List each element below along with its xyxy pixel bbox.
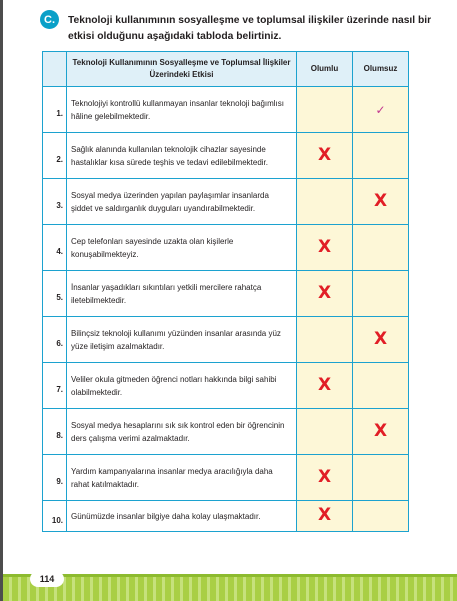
header-negative: Olumsuz — [353, 52, 409, 87]
row-number — [43, 409, 67, 455]
section-instruction: Teknoloji kullanımının sosyalleşme ve toplumsal ilişkiler üzerinde nasıl bir etkisi olduğunu aşağıdaki tabloda belirtiniz. — [68, 15, 432, 42]
row-statement: Sosyal medya hesaplarını sık sık kontrol eden bir öğrencinin ders çalışma verimi azalmaktadır. — [67, 409, 297, 455]
header-positive: Olumlu — [297, 52, 353, 87]
row-number-label: 5. — [56, 293, 63, 302]
answer-negative-cell[interactable] — [353, 179, 409, 225]
row-number-label: 2. — [56, 155, 63, 164]
answer-positive-cell[interactable] — [297, 179, 353, 225]
row-statement: Teknolojiyi kontrollü kullanmayan insanlar teknoloji bağımlısı hâline gelebilmektedir. — [67, 87, 297, 133]
row-number — [43, 317, 67, 363]
answer-positive-cell[interactable] — [297, 409, 353, 455]
row-statement: Veliler okula gitmeden öğrenci notları hakkında bilgi sahibi olabilmektedir. — [67, 363, 297, 409]
x-mark-icon: X — [373, 420, 388, 441]
x-mark-icon: X — [373, 328, 388, 349]
answer-positive-cell[interactable] — [297, 363, 353, 409]
section-badge: C. — [40, 10, 59, 29]
answer-negative-cell[interactable] — [353, 133, 409, 179]
row-number-label: 7. — [56, 385, 63, 394]
row-statement: Günümüzde insanlar bilgiye daha kolay ulaşmaktadır. — [67, 501, 297, 532]
row-statement: Sosyal medya üzerinden yapılan paylaşımlar insanlarda şiddet ve saldırganlık duyguları uyandırabilmektedir. — [67, 179, 297, 225]
answer-negative-cell[interactable] — [353, 363, 409, 409]
answer-positive-cell[interactable] — [297, 133, 353, 179]
row-statement: Bilinçsiz teknoloji kullanımı yüzünden insanlar arasında yüz yüze iletişim azalmaktadır. — [67, 317, 297, 363]
x-mark-icon: X — [317, 505, 332, 525]
table-row — [43, 271, 409, 317]
row-number-label: 10. — [51, 515, 63, 525]
header-number-cell — [43, 52, 67, 87]
answer-negative-cell[interactable] — [353, 501, 409, 532]
row-statement: Yardım kampanyalarına insanlar medya aracılığıyla daha rahat katılmaktadır. — [67, 455, 297, 501]
row-number-label: 8. — [56, 431, 63, 440]
answer-positive-cell[interactable] — [297, 225, 353, 271]
row-number — [43, 87, 67, 133]
answer-negative-cell[interactable] — [353, 455, 409, 501]
x-mark-icon: X — [317, 236, 332, 257]
table-header-row — [43, 52, 409, 87]
x-mark-icon: X — [317, 282, 332, 303]
x-mark-icon: X — [317, 466, 332, 487]
evaluation-table — [42, 51, 408, 532]
answer-positive-cell[interactable] — [297, 271, 353, 317]
row-statement: Sağlık alanında kullanılan teknolojik cihazlar sayesinde hastalıklar kısa sürede teşhis ve tedavi edilebilmektedir. — [67, 133, 297, 179]
answer-negative-cell[interactable] — [353, 87, 409, 133]
page-left-border — [0, 0, 3, 601]
row-number-label: 6. — [56, 339, 63, 348]
answer-negative-cell[interactable] — [353, 271, 409, 317]
table-row — [43, 455, 409, 501]
row-number — [43, 455, 67, 501]
row-number-label: 4. — [56, 247, 63, 256]
table-row — [43, 317, 409, 363]
answer-positive-cell[interactable] — [297, 501, 353, 532]
row-number-label: 3. — [56, 201, 63, 210]
table-row — [43, 87, 409, 133]
answer-positive-cell[interactable] — [297, 455, 353, 501]
row-number — [43, 501, 67, 532]
table-row — [43, 409, 409, 455]
answer-negative-cell[interactable] — [353, 409, 409, 455]
row-number — [43, 225, 67, 271]
answer-positive-cell[interactable] — [297, 317, 353, 363]
row-number — [43, 363, 67, 409]
answer-negative-cell[interactable] — [353, 225, 409, 271]
answer-positive-cell[interactable] — [297, 87, 353, 133]
row-number — [43, 133, 67, 179]
answer-negative-cell[interactable] — [353, 317, 409, 363]
table-row — [43, 501, 409, 532]
row-statement: Cep telefonları sayesinde uzakta olan kişilerle konuşabilmekteyiz. — [67, 225, 297, 271]
x-mark-icon: X — [317, 144, 332, 165]
x-mark-icon: X — [317, 374, 332, 395]
table-row — [43, 133, 409, 179]
table-row — [43, 179, 409, 225]
footer-strip — [3, 574, 457, 601]
row-statement: İnsanlar yaşadıkları sıkıntıları yetkili mercilere rahatça iletebilmektedir. — [67, 271, 297, 317]
table-row — [43, 363, 409, 409]
row-number-label: 1. — [56, 109, 63, 118]
check-mark-icon: ✓ — [375, 102, 386, 117]
table-row — [43, 225, 409, 271]
row-number — [43, 179, 67, 225]
x-mark-icon: X — [373, 190, 388, 211]
row-number-label: 9. — [56, 477, 63, 486]
row-number — [43, 271, 67, 317]
page-number: 114 — [30, 571, 64, 587]
header-statement: Teknoloji Kullanımının Sosyalleşme ve Toplumsal İlişkiler Üzerindeki Etkisi — [67, 52, 297, 87]
